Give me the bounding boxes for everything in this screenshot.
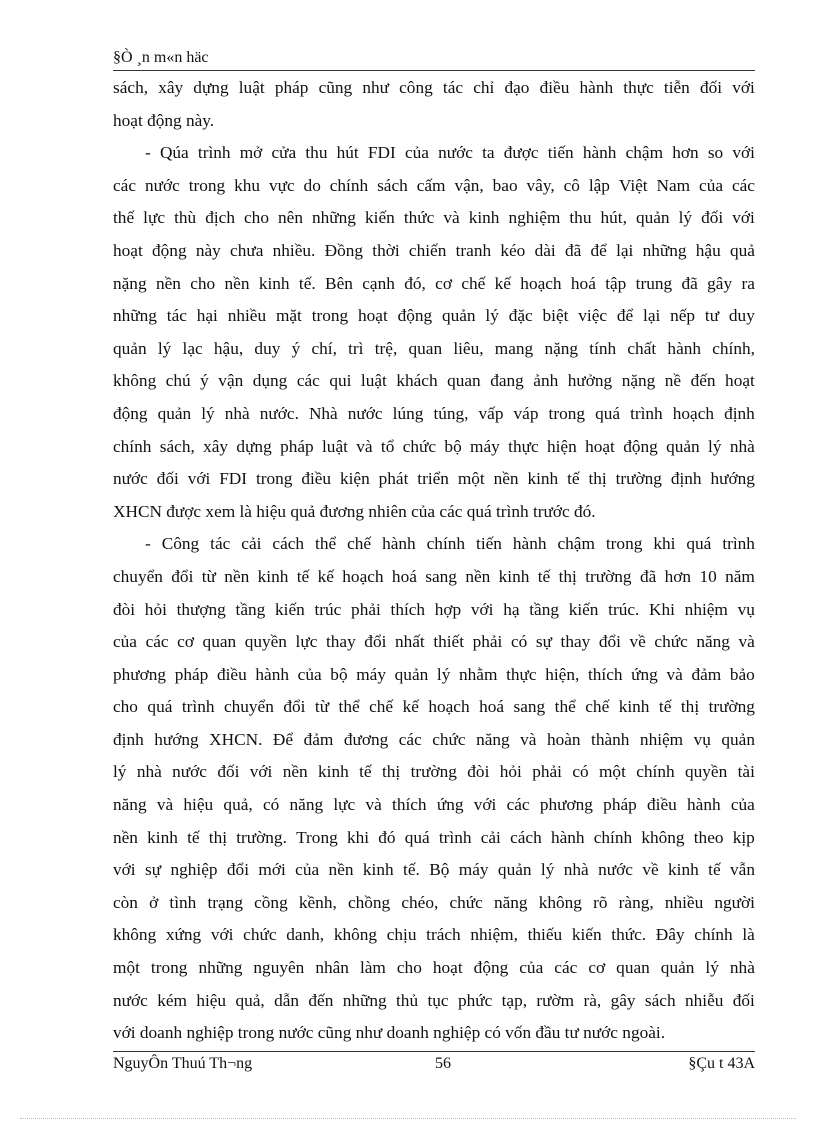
page-footer [113, 1053, 755, 1075]
text-line: năng và hiệu quả, có năng lực và thích ứng với các phương pháp điều hành của [113, 795, 755, 815]
text-line: định hướng XHCN. Để đảm đương các chức năng và hoàn thành nhiệm vụ quản [113, 729, 755, 749]
text-line: các nước trong khu vực do chính sách cấm vận, bao vây, cô lập Việt Nam của các [113, 175, 755, 195]
text-line: đòi hỏi thượng tầng kiến trúc phải thích hợp với hạ tầng kiến trúc. Khi nhiệm vụ [113, 599, 755, 619]
footer-class-code: §Çu t 43A [688, 1055, 755, 1072]
text-line: còn ở tình trạng cồng kềnh, chồng chéo, chức năng không rõ ràng, nhiều người [113, 892, 755, 912]
text-line: chính sách, xây dựng pháp luật và tổ chức bộ máy thực hiện hoạt động quản lý nhà [113, 436, 755, 456]
text-line: XHCN được xem là hiệu quả đương nhiên của các quá trình trước đó. [113, 501, 596, 521]
header-title: §Ò ¸n m«n häc [113, 49, 209, 66]
text-line: với doanh nghiệp trong nước cũng như doanh nghiệp có vốn đầu tư nước ngoài. [113, 1023, 666, 1043]
text-line: - Qúa trình mở cửa thu hút FDI của nước ta được tiến hành chậm hơn so với [145, 143, 755, 163]
text-line: - Công tác cải cách thể chế hành chính tiến hành chậm trong khi quá trình [145, 534, 755, 554]
text-line: lý nhà nước đối với nền kinh tế thị trường đòi hỏi phải có một chính quyền tài [113, 762, 755, 782]
text-line: nặng nền cho nền kinh tế. Bên cạnh đó, cơ chế kế hoạch hoá tập trung đã gây ra [113, 273, 755, 293]
text-line: động quản lý nhà nước. Nhà nước lúng túng, vấp váp trong quá trình hoạch định [113, 403, 755, 423]
body-text [113, 72, 755, 1050]
text-line: một trong những nguyên nhân làm cho hoạt động của các cơ quan quản lý nhà [113, 958, 755, 978]
text-line: thế lực thù địch cho nên những kiến thức và kinh nghiệm thu hút, quản lý đối với [113, 208, 755, 228]
text-line: nước kém hiệu quả, dẫn đến những thủ tục phức tạp, rườm rà, gây sách nhiễu đối [113, 990, 755, 1010]
text-line: hoạt động này. [113, 110, 215, 130]
footer-author: NguyÔn Thuú Th¬ng [113, 1055, 253, 1072]
text-line: nước đối với FDI trong điều kiện phát triển một nền kinh tế thị trường định hướng [113, 469, 755, 489]
page-header [113, 48, 755, 68]
page-bottom-edge [20, 1118, 796, 1119]
text-line: hoạt động này chưa nhiều. Đồng thời chiến tranh kéo dài đã để lại những hậu quả [113, 240, 755, 260]
page-number: 56 [435, 1055, 451, 1072]
text-line: phương pháp điều hành của bộ máy quản lý nhằm thực hiện, thích ứng và đảm bảo [113, 664, 755, 684]
header-divider [113, 70, 755, 71]
text-line: chuyển đổi từ nền kinh tế kế hoạch hoá sang nền kinh tế thị trường đã hơn 10 năm [113, 566, 755, 586]
text-line: với sự nghiệp đổi mới của nền kinh tế. Bộ máy quản lý nhà nước về kinh tế vẫn [113, 860, 755, 880]
text-line: của các cơ quan quyền lực thay đổi nhất thiết phải có sự thay đổi về chức năng và [113, 632, 755, 652]
text-line: không chú ý vận dụng các qui luật khách quan đang ảnh hưởng nặng nề đến hoạt [113, 371, 755, 391]
text-line: cho quá trình chuyển đổi từ thể chế kế hoạch hoá sang thể chế kinh tế thị trường [113, 697, 755, 717]
text-line: những tác hại nhiều mặt trong hoạt động quản lý đặc biệt việc để lại nếp tư duy [113, 306, 755, 326]
text-line: không xứng với chức danh, không chịu trách nhiệm, thiếu kiến thức. Đây chính là [113, 925, 755, 945]
text-line: sách, xây dựng luật pháp cũng như công tác chỉ đạo điều hành thực tiễn đối với [113, 78, 755, 97]
text-line: nền kinh tế thị trường. Trong khi đó quá trình cải cách hành chính không theo kịp [113, 827, 755, 847]
text-line: quản lý lạc hậu, duy ý chí, trì trệ, quan liêu, mang nặng tính chất hành chính, [113, 338, 755, 358]
footer-divider [113, 1051, 755, 1052]
